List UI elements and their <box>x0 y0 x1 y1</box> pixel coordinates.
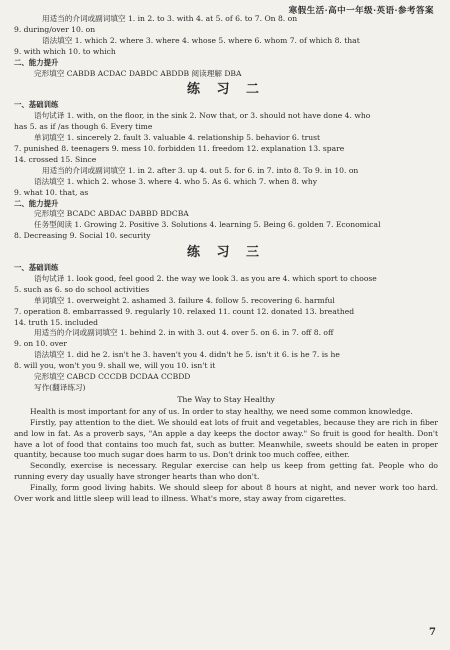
essay-title: The Way to Stay Healthy <box>177 394 275 404</box>
answer-line: 语句试译 1. with, on the floor, in the sink 2. Now that, or 3. should not have done 4. who <box>34 111 371 121</box>
answer-key-content <box>14 14 438 505</box>
section-top <box>14 14 438 79</box>
answer-line: 14. crossed 15. Since <box>14 154 97 164</box>
answer-line: 9. with which 10. to which <box>14 46 116 56</box>
page-number: 7 <box>429 627 436 638</box>
essay-paragraph: Firstly, pay attention to the diet. We should eat lots of fruit and vegetables, because they are rich in fiber and low in fat. As a proverb says, "An apple a day keeps the doctor away." So fruit is good for health. Don't have a lot of food that contains too much fat, such as butter. Meanwhile, sweets should be eaten in proper quantity, because too much sugar does harm to us. Don't drink too much coffee, either. <box>14 417 438 460</box>
answer-line: 9. what 10. that, as <box>14 187 89 197</box>
answer-line: 语法填空 1. which 2. whose 3. where 4. who 5. As 6. which 7. when 8. why <box>34 176 318 186</box>
section-chapter-2 <box>14 100 438 242</box>
answer-line: 用适当的介词或副词填空 1. in 2. to 3. with 4. at 5. of 6. to 7. On 8. on <box>42 14 298 23</box>
essay-paragraph: Health is most important for any of us. In order to stay healthy, we need some common knowledge. <box>30 406 413 416</box>
answer-line: 9. during/over 10. on <box>14 24 96 34</box>
answer-line: 语法填空 1. did he 2. isn't he 3. haven't you 4. didn't he 5. isn't it 6. is he 7. is he <box>34 350 340 360</box>
answer-line: 用适当的介词或副词填空 1. behind 2. in with 3. out 4. over 5. on 6. in 7. off 8. off <box>34 328 334 338</box>
answer-line: 完形填空 CABCD CCCDB DCDAA CCBDD <box>34 372 191 382</box>
answer-line: 8. Decreasing 9. Social 10. security <box>14 231 151 241</box>
answer-line: 8. will you, won't you 9. shall we, will you 10. isn't it <box>14 361 216 371</box>
essay-paragraph: Secondly, exercise is necessary. Regular exercise can help us keep from getting fat. People who do running every day usually have stronger hearts than who don't. <box>14 461 438 482</box>
answer-line: 二、能力提升 <box>14 57 59 67</box>
chapter-3-title: 练 习 三 <box>186 245 266 261</box>
chapter-2-title: 练 习 二 <box>186 82 266 98</box>
essay-paragraph: Finally, form good living habits. We should sleep for about 8 hours at night, and never work too hard. Over work and little sleep will lead to illness. What's more, stay away from cigarettes. <box>14 483 438 504</box>
answer-line: 7. operation 8. embarrassed 9. regularly 10. relaxed 11. count 12. donated 13. breathed <box>14 306 355 316</box>
answer-line: 二、能力提升 <box>14 198 59 208</box>
answer-line: 7. punished 8. teenagers 9. mess 10. forbidden 11. freedom 12. explanation 13. spare <box>14 143 345 153</box>
answer-line: 5. such as 6. so do school activities <box>14 284 150 294</box>
answer-line: 写作(翻译练习) <box>34 383 86 392</box>
essay-body <box>14 407 438 505</box>
answer-line: 完形填空 BCADC ABDAC DABBD BDCBA <box>34 209 189 219</box>
answer-line: 一、基础训练 <box>14 263 59 273</box>
answer-line: 任务型阅读 1. Growing 2. Positive 3. Solutions 4. learning 5. Being 6. golden 7. Economical <box>34 220 381 230</box>
answer-line: 用适当的介词或副词填空 1. in 2. after 3. up 4. out 5. for 6. in 7. into 8. To 9. in 10. on <box>42 165 359 175</box>
section-chapter-3 <box>14 263 438 394</box>
answer-line: 单词填空 1. overweight 2. ashamed 3. failure 4. follow 5. recovering 6. harmful <box>34 295 335 305</box>
answer-line: 语法填空 1. which 2. where 3. where 4. whose 5. where 6. whom 7. of which 8. that <box>42 35 360 45</box>
answer-line: 14. truth 15. included <box>14 317 99 327</box>
answer-line: 一、基础训练 <box>14 100 59 110</box>
answer-line: 完形填空 CABDB ACDAC DABDC ABDDB 阅读理解 DBA <box>34 68 242 78</box>
running-header: 寒假生活·高中一年级·英语·参考答案 <box>288 6 434 16</box>
answer-line: 语句试译 1. look good, feel good 2. the way we look 3. as you are 4. which sport to choose <box>34 273 377 283</box>
answer-line: has 5. as if /as though 6. Every time <box>14 122 153 132</box>
answer-line: 单词填空 1. sincerely 2. fault 3. valuable 4. relationship 5. behavior 6. trust <box>34 133 321 143</box>
answer-line: 9. on 10. over <box>14 339 68 349</box>
